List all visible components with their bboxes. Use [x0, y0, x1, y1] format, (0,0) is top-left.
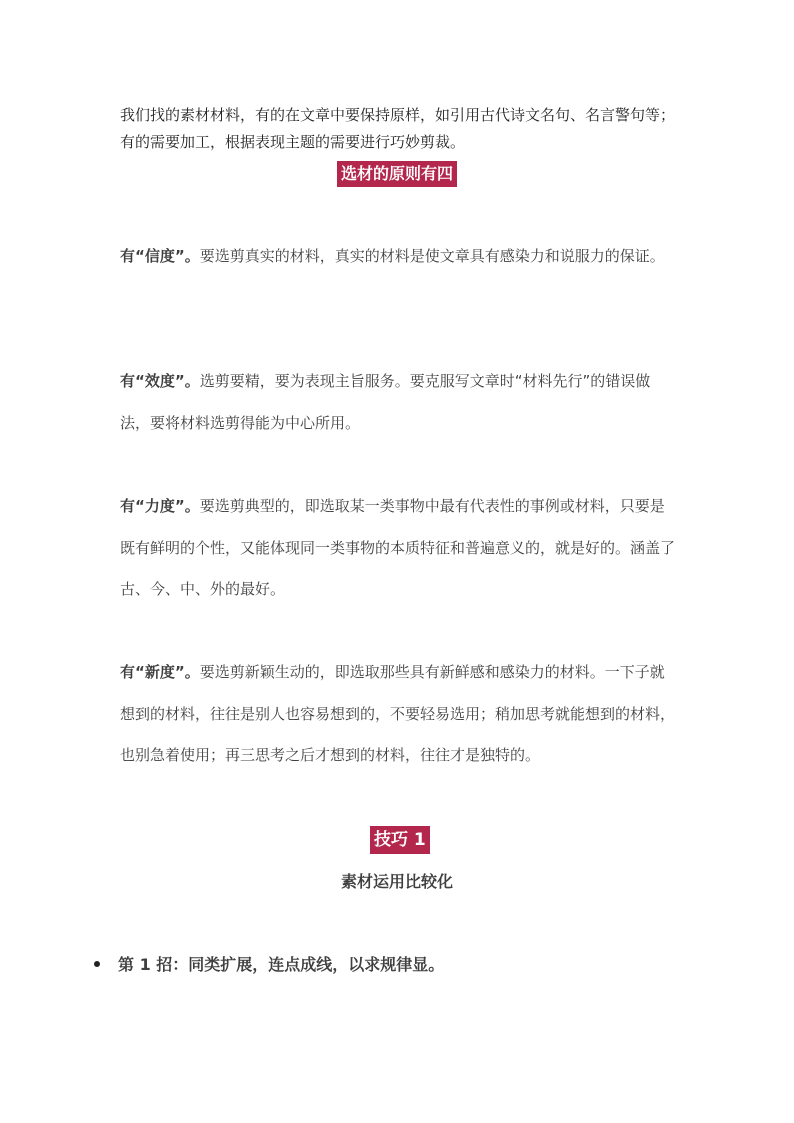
principle-lead: 有“力度”。	[120, 497, 200, 515]
principle-lead: 有“效度”。	[120, 372, 200, 390]
principle-text: 要选剪新颖生动的，即选取那些具有新鲜感和感染力的材料。一下子就想到的材料，往往是别人也容易想到的，不要轻易选用；稍加思考就能想到的材料，也别急着使用；再三思考之后才想到的材料，往往才是独特的。	[120, 663, 676, 764]
principle-text: 要选剪典型的，即选取某一类事物中最有代表性的事例或材料，只要是既有鲜明的个性，又能体现同一类事物的本质特征和普遍意义的，就是好的。涵盖了古、今、中、外的最好。	[120, 497, 676, 598]
list-item-text: 第 1 招：同类扩展，连点成线，以求规律显。	[118, 955, 445, 974]
principle-credibility	[120, 236, 676, 278]
principle-lead: 有“新度”。	[120, 663, 200, 681]
list-item	[94, 952, 444, 978]
intro-paragraph: 我们找的素材材料，有的在文章中要保持原样，如引用古代诗文名句、名言警句等；有的需要加工，根据表现主题的需要进行巧妙剪裁。	[120, 106, 676, 151]
principle-strength	[120, 486, 676, 611]
principle-novelty	[120, 652, 676, 777]
principle-text: 选剪要精，要为表现主旨服务。要克服写文章时“材料先行”的错误做法，要将材料选剪得能为中心所用。	[120, 372, 651, 432]
principle-lead: 有“信度”。	[120, 247, 200, 265]
bullet-icon	[94, 961, 100, 967]
principle-effectiveness	[120, 361, 676, 444]
principles-heading-tag: 选材的原则有四	[337, 161, 457, 187]
tip-heading-tag: 技巧 1	[370, 826, 430, 854]
principle-text: 要选剪真实的材料，真实的材料是使文章具有感染力和说服力的保证。	[199, 247, 665, 265]
tip-subtitle: 素材运用比较化	[340, 872, 453, 891]
